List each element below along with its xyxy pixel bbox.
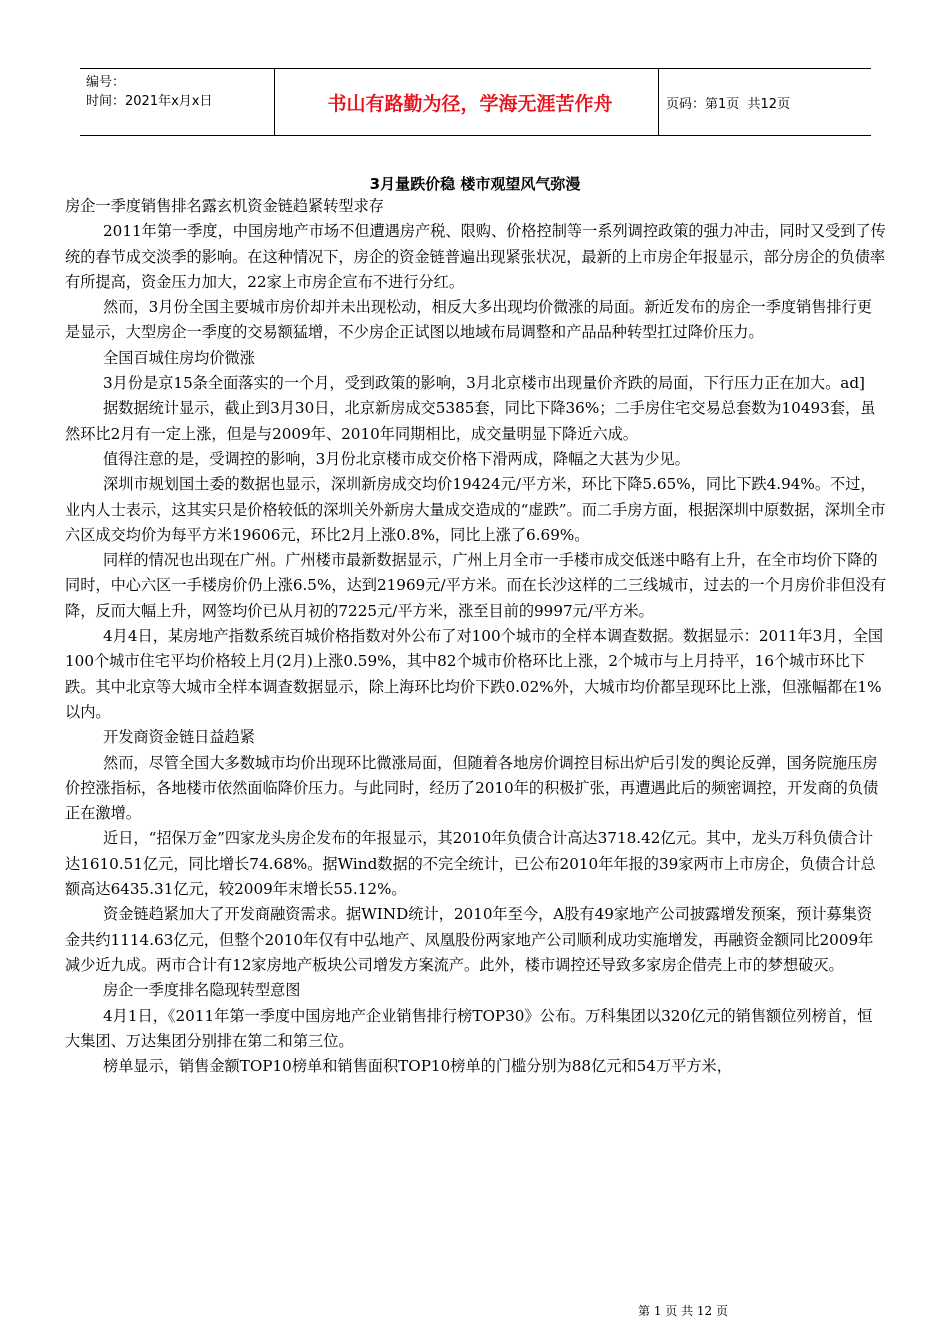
time-label: 时间：2021年x月x日 [86, 94, 213, 109]
header-motto: 书山有路勤为径，学海无涯苦作舟 [327, 92, 613, 115]
header-divider [658, 69, 659, 135]
paragraph: 值得注意的是，受调控的影响，3月份北京楼市成交价格下滑两成，降幅之大甚为少见。 [103, 449, 690, 468]
paragraph: 资金链趋紧加大了开发商融资需求。据WIND统计，2010年至今，A股有49家地产公司披露增发预案，预计募集资金共约1114.63亿元，但整个2010年仅有中弘地产、凤凰股份两家地产公司顺利成功实施增发，再融资金额同比2009年减少近九成。两市合计有12家房地产板块公司增发方案流产。此外，楼市调控还导致多家房企借壳上市的梦想破灭。 [65, 905, 874, 974]
article-body [65, 194, 887, 1079]
section-heading: 全国百城住房均价微涨 [103, 348, 255, 367]
number-label: 编号： [86, 75, 126, 90]
paragraph: 然而，尽管全国大多数城市均价出现环比微涨局面，但随着各地房价调控目标出炉后引发的舆论反弹，国务院施压房价控涨指标，各地楼市依然面临降价压力。与此同时，经历了2010年的积极扩张，再遭遇此后的频密调控，开发商的负债正在激增。 [65, 753, 879, 823]
subheading: 房企一季度销售排名露玄机资金链趋紧转型求存 [65, 197, 384, 215]
paragraph: 近日，“招保万金”四家龙头房企发布的年报显示，其2010年负债合计高达3718.42亿元。其中，龙头万科负债合计达1610.51亿元，同比增长74.68%。据Wind数据的不完全统计，已公布2010年年报的39家两市上市房企，负债合计总额高达6435.31亿元，较2009年末增长55.12%。 [65, 829, 876, 899]
paragraph: 3月份是京15条全面落实的一个月，受到政策的影响，3月北京楼市出现量价齐跌的局面，下行压力正在加大。ad] [103, 374, 865, 393]
paragraph: 深圳市规划国土委的数据也显示，深圳新房成交均价19424元/平方米，环比下降5.65%，同比下跌4.94%。不过，业内人士表示，这其实只是价格较低的深圳关外新房大量成交造成的“虚跌”。而二手房方面，根据深圳中原数据，深圳全市六区成交均价为每平方米19606元，环比2月上涨0.8%，同比上涨了6.69%。 [65, 475, 886, 544]
paragraph: 然而，3月份全国主要城市房价却并未出现松动，相反大多出现均价微涨的局面。新近发布的房企一季度销售排行更是显示，大型房企一季度的交易额猛增，不少房企正试图以地域布局调整和产品品种转型扛过降价压力。 [65, 298, 873, 342]
paragraph: 据数据统计显示，截止到3月30日，北京新房成交5385套，同比下降36%；二手房住宅交易总套数为10493套，虽然环比2月有一定上涨，但是与2009年、2010年同期相比，成交量明显下降近六成。 [65, 399, 876, 443]
article-title: 3月量跌价稳 楼市观望风气弥漫 [369, 175, 581, 193]
header-page-info: 页码：第1页 共12页 [666, 96, 791, 112]
section-heading: 开发商资金链日益趋紧 [103, 728, 255, 747]
paragraph: 榜单显示，销售金额TOP10榜单和销售面积TOP10榜单的门槛分别为88亿元和54万平方米， [103, 1057, 732, 1076]
paragraph: 2011年第一季度，中国房地产市场不但遭遇房产税、限购、价格控制等一系列调控政策的强力冲击，同时又受到了传统的春节成交淡季的影响。在这种情况下，房企的资金链普遍出现紧张状况，最新的上市房企年报显示，部分房企的负债率有所提高，资金压力加大，22家上市房企宣布不进行分红。 [65, 222, 886, 291]
section-heading: 房企一季度排名隐现转型意图 [103, 981, 301, 1000]
page-header [80, 68, 871, 136]
paragraph: 4月1日，《2011年第一季度中国房地产企业销售排行榜TOP30》公布。万科集团以320亿元的销售额位列榜首，恒大集团、万达集团分别排在第二和第三位。 [65, 1006, 873, 1050]
header-divider [274, 69, 275, 135]
paragraph: 同样的情况也出现在广州。广州楼市最新数据显示，广州上月全市一手楼市成交低迷中略有上升，在全市均价下降的同时，中心六区一手楼房价仍上涨6.5%，达到21969元/平方米。而在长沙这样的二三线城市，过去的一个月房价非但没有降，反而大幅上升，网签均价已从月初的7225元/平方米，涨至目前的9997元/平方米。 [65, 551, 887, 620]
page-footer: 第 1 页 共 12 页 [638, 1304, 728, 1318]
paragraph: 4月4日，某房地产指数系统百城价格指数对外公布了对100个城市的全样本调查数据。数据显示：2011年3月，全国100个城市住宅平均价格较上月(2月)上涨0.59%，其中82个城市价格环比上涨，2个城市与上月持平，16个城市环比下跌。其中北京等大城市全样本调查数据显示，除上海环比均价下跌0.02%外，大城市均价都呈现环比上涨，但涨幅都在1%以内。 [65, 627, 884, 721]
header-meta [86, 73, 212, 111]
